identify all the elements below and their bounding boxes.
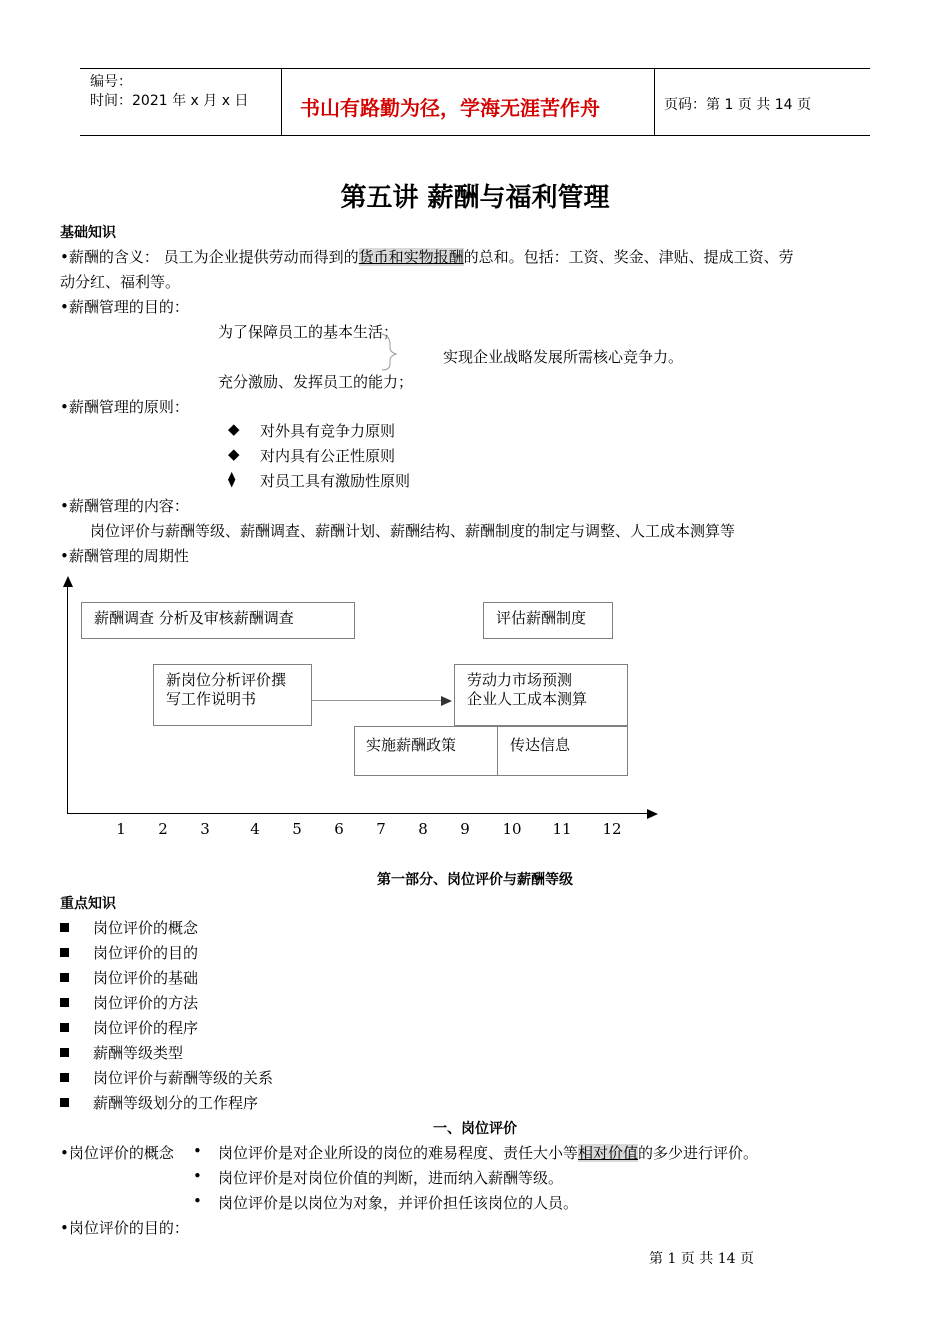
key-item-text: 薪酬等级划分的工作程序 xyxy=(93,1094,259,1112)
x-axis-arrow-icon xyxy=(647,808,659,820)
key-item-text: 岗位评价与薪酬等级的关系 xyxy=(93,1069,274,1087)
purpose-item-1: 为了保障员工的基本生活； xyxy=(218,323,399,341)
square-bullet-icon xyxy=(60,1098,69,1107)
key-item xyxy=(60,1092,258,1113)
square-bullet-icon xyxy=(60,973,69,982)
box-labor-line1: 劳动力市场预测 xyxy=(467,671,573,689)
month-tick-8: 8 xyxy=(418,820,428,838)
square-bullet-icon xyxy=(60,948,69,957)
salary-definition-line2: 动分红、福利等。 xyxy=(60,273,181,291)
content-label: •薪酬管理的内容： xyxy=(60,497,189,515)
part1-heading: 第一部分、岗位评价与薪酬等级 xyxy=(377,872,573,888)
key-item xyxy=(60,967,198,988)
header-divider-right xyxy=(654,68,655,135)
y-axis-arrow-icon xyxy=(61,576,75,588)
key-item xyxy=(60,1067,273,1088)
header-bottom-rule xyxy=(80,135,870,136)
brace-icon xyxy=(380,332,400,372)
box-implement-policy: 实施薪酬政策 xyxy=(366,736,457,754)
header-top-rule xyxy=(80,68,870,69)
principle-bullet-2: ◆ xyxy=(228,445,240,463)
square-bullet-icon xyxy=(60,1073,69,1082)
box-convey-info: 传达信息 xyxy=(510,736,571,754)
def-suffix: 的总和。包括：工资、奖金、津贴、提成工资、劳 xyxy=(463,248,794,266)
concept-bullet-icon: • xyxy=(193,1167,202,1185)
content-text: 岗位评价与薪酬等级、薪酬调查、薪酬计划、薪酬结构、薪酬制度的制定与调整、人工成本测算等 xyxy=(90,522,736,540)
page-title: 第五讲 薪酬与福利管理 xyxy=(340,183,610,213)
month-tick-9: 9 xyxy=(460,820,470,838)
month-tick-1: 1 xyxy=(116,820,126,838)
time-label: 时间：2021 年 x 月 x 日 xyxy=(90,93,249,109)
concept-item-2: 岗位评价是对岗位价值的判断，进而纳入薪酬等级。 xyxy=(218,1169,564,1187)
key-item xyxy=(60,1017,198,1038)
key-item xyxy=(60,992,198,1013)
box-labor-line2: 企业人工成本测算 xyxy=(467,690,588,708)
salary-definition xyxy=(60,246,794,267)
concept-item-1 xyxy=(218,1142,758,1163)
key-item-text: 薪酬等级类型 xyxy=(93,1044,184,1062)
key-item-text: 岗位评价的概念 xyxy=(93,919,199,937)
month-tick-5: 5 xyxy=(292,820,302,838)
key-item-text: 岗位评价的程序 xyxy=(93,1019,199,1037)
month-tick-2: 2 xyxy=(158,820,168,838)
x-axis xyxy=(67,813,649,814)
month-tick-11: 11 xyxy=(552,820,572,838)
footer-page: 第 1 页 共 14 页 xyxy=(649,1251,754,1267)
def-prefix: •薪酬的含义： 员工为企业提供劳动而得到的 xyxy=(60,248,359,266)
key-item xyxy=(60,942,198,963)
month-tick-7: 7 xyxy=(376,820,386,838)
def-highlight: 货币和实物报酬 xyxy=(358,248,464,266)
month-tick-6: 6 xyxy=(334,820,344,838)
month-tick-3: 3 xyxy=(200,820,210,838)
box-labor-market xyxy=(454,664,628,726)
box-implement-divider xyxy=(497,726,498,776)
square-bullet-icon xyxy=(60,923,69,932)
concept-1-suffix: 的多少进行评价。 xyxy=(638,1144,759,1162)
basics-heading: 基础知识 xyxy=(60,225,116,241)
box-salary-survey: 薪酬调查 分析及审核薪酬调查 xyxy=(81,602,355,639)
header-divider-left xyxy=(281,68,282,135)
concept-bullet-icon: • xyxy=(193,1192,202,1210)
key-item-text: 岗位评价的方法 xyxy=(93,994,199,1012)
principle-bullet-3: ⧫ xyxy=(228,470,236,488)
month-tick-10: 10 xyxy=(502,820,522,838)
key-item-text: 岗位评价的目的 xyxy=(93,944,199,962)
serial-label: 编号： xyxy=(90,74,132,90)
cycle-label: •薪酬管理的周期性 xyxy=(60,547,189,565)
principles-label: •薪酬管理的原则： xyxy=(60,398,189,416)
key-item-text: 岗位评价的基础 xyxy=(93,969,199,987)
key-item xyxy=(60,917,198,938)
section-heading: 一、岗位评价 xyxy=(433,1121,517,1137)
motto: 书山有路勤为径，学海无涯苦作舟 xyxy=(300,96,600,120)
concept-1-prefix: 岗位评价是对企业所设的岗位的难易程度、责任大小等 xyxy=(218,1144,579,1162)
concept-item-3: 岗位评价是以岗位为对象，并评价担任该岗位的人员。 xyxy=(218,1194,579,1212)
eval-purpose-label: •岗位评价的目的： xyxy=(60,1219,189,1237)
key-knowledge-heading: 重点知识 xyxy=(60,896,116,912)
concept-bullet-icon: • xyxy=(193,1142,202,1160)
month-tick-4: 4 xyxy=(250,820,260,838)
concept-label: •岗位评价的概念 xyxy=(60,1144,174,1162)
box-evaluate-system: 评估薪酬制度 xyxy=(483,602,613,639)
box-new-position-line1: 新岗位分析评价撰 xyxy=(166,671,287,689)
purpose-item-2: 充分激励、发挥员工的能力； xyxy=(218,373,414,391)
month-tick-12: 12 xyxy=(602,820,622,838)
square-bullet-icon xyxy=(60,1023,69,1032)
purpose-result: 实现企业战略发展所需核心竞争力。 xyxy=(443,348,684,366)
page-info: 页码：第 1 页 共 14 页 xyxy=(664,97,811,113)
box-new-position xyxy=(153,664,312,726)
principle-item-3: 对员工具有激励性原则 xyxy=(260,472,411,490)
key-item xyxy=(60,1042,183,1063)
concept-1-highlight: 相对价值 xyxy=(578,1144,639,1162)
y-axis xyxy=(67,585,68,814)
principle-item-1: 对外具有竞争力原则 xyxy=(260,422,396,440)
square-bullet-icon xyxy=(60,1048,69,1057)
square-bullet-icon xyxy=(60,998,69,1007)
box-new-position-line2: 写工作说明书 xyxy=(166,690,257,708)
purpose-label: •薪酬管理的目的： xyxy=(60,298,189,316)
principle-item-2: 对内具有公正性原则 xyxy=(260,447,396,465)
flow-arrow-line xyxy=(312,700,444,701)
principle-bullet-1: ◆ xyxy=(228,420,240,438)
flow-arrow-icon xyxy=(441,695,453,707)
